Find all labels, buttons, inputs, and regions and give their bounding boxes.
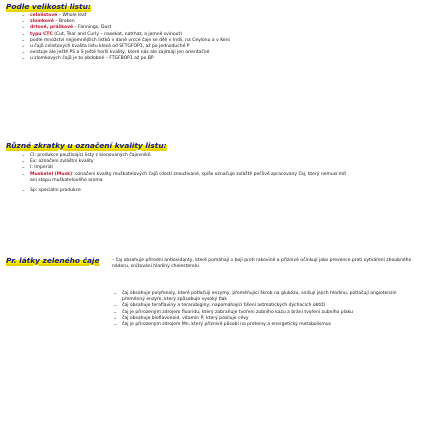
heading-leaf-size [6, 2, 91, 11]
list-item: – existuje ale ještě PS a S ještě horší kvality, které nás ale zajímají jen orientačně [20, 50, 420, 56]
list-item: – Muskatel (Musk): označení kvality muškatelových čajů (dosti zneužívané, spíše označuje zvláště pečlivě zpracovaný čaj, který nemusí mít ani stopu muškatelového aroma [20, 172, 350, 184]
list-item: – u čajů celistových kvalita listu klesá od SFTGFOP1, až po jednoduché P [20, 44, 420, 50]
list-item: – čaj je přirozeným zdrojem fluoridu, který zabraňuje tvoření zubního kazu a brání tvoření zubního plaku [112, 310, 412, 316]
list-item: – drtové, práškové – Fannings, Dust [20, 25, 420, 31]
list-item: – u zlomkových čajů je to obdobné – FTGFBOP1 až po BP [20, 56, 420, 62]
list-item: – zlomkové – Broken [20, 19, 420, 25]
list-item: – čaj obsahuje teraflaviny a terarubiginy, napomáhající tišení astmatických dýchacích obtíží [112, 303, 412, 309]
list-item: – Sp: speciální produkce [20, 188, 350, 194]
list-item: – čaj obsahuje bioflavonoid, vitamín P, který posiluje cévy [112, 316, 412, 322]
list-item: – celolistové – Whole leaf [20, 13, 420, 19]
green-tea-intro: – čaj obsahuje přírodní antioxidanty, které pomáhají v boji proti rakovině a příznivě účinkují jako prevence proti vytváření zhoubného nádoru, snižování hladiny cholesterolu [112, 258, 412, 270]
list-item: – Cl: produkce používající listy z klonovaných čajovníků [20, 153, 350, 159]
heading-quality-abbreviations [6, 141, 167, 150]
heading-text: Podle velikosti listu: [6, 2, 91, 11]
heading-text: Různé zkratky u označení kvality listu: [6, 141, 167, 150]
abbreviation-list [20, 153, 350, 194]
green-tea-list [112, 291, 412, 328]
list-item: – Ex: označení zvláštní kvality [20, 159, 350, 165]
list-item: – čaj je přirozeným zdrojem Mn, který příznivě působí na proteiny a energetický metabolismus [112, 322, 412, 328]
leaf-size-list [20, 13, 420, 63]
list-item: – typu CTC (Cut, Tear and Curly – nasekat, natrhat, a jemně svinout) [20, 32, 420, 38]
list-item: – čaj obsahuje polyfenoly, které potlačují enzymy, přeměňující škrob na glukózu, snižují jejich hladinu, potlačují angiotenzin přeměnný enzym, který způsobuje vysoký tlak [112, 291, 412, 303]
list-item: – podle množství nejjemnějších lístků v dané vrcce čaje se dělí v Indii, na Ceylonu a v Keni [20, 38, 420, 44]
heading-text: Pr. látky zeleného čaje [6, 256, 100, 265]
heading-green-tea-substances [6, 256, 99, 265]
list-item: – I: Imperiál [20, 165, 350, 171]
